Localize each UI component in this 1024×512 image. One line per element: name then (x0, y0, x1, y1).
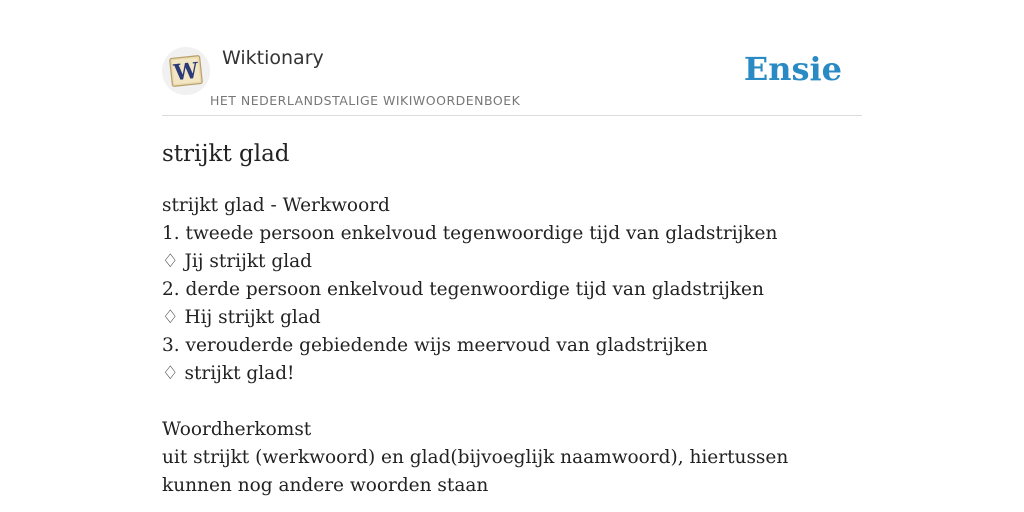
section-spacer (162, 388, 862, 416)
example-1: ♢ Jij strijkt glad (162, 251, 312, 272)
wiktionary-logo-icon[interactable] (162, 47, 210, 95)
page (162, 0, 862, 512)
definition-1: 1. tweede persoon enkelvoud tegenwoordige tijd van gladstrijken (162, 223, 778, 244)
definition-2: 2. derde persoon enkelvoud tegenwoordige tijd van gladstrijken (162, 279, 764, 300)
entry-heading-line: strijkt glad - Werkwoord (162, 195, 390, 216)
logo-letter: W (172, 57, 200, 87)
example-2: ♢ Hij strijkt glad (162, 307, 321, 328)
entry-content (162, 192, 862, 500)
site-tagline: HET NEDERLANDSTALIGE WIKIWOORDENBOEK (210, 93, 521, 108)
ensie-brand-link[interactable]: Ensie (743, 50, 842, 88)
site-name[interactable]: Wiktionary (222, 47, 324, 69)
definition-3: 3. verouderde gebiedende wijs meervoud van gladstrijken (162, 335, 708, 356)
site-header (162, 0, 862, 116)
etymology-heading: Woordherkomst (162, 419, 312, 440)
example-3: ♢ strijkt glad! (162, 363, 295, 384)
page-title: strijkt glad (162, 141, 290, 167)
etymology-text: uit strijkt (werkwoord) en glad(bijvoeglijk naamwoord), hiertussen kunnen nog andere woorden staan (162, 447, 789, 496)
